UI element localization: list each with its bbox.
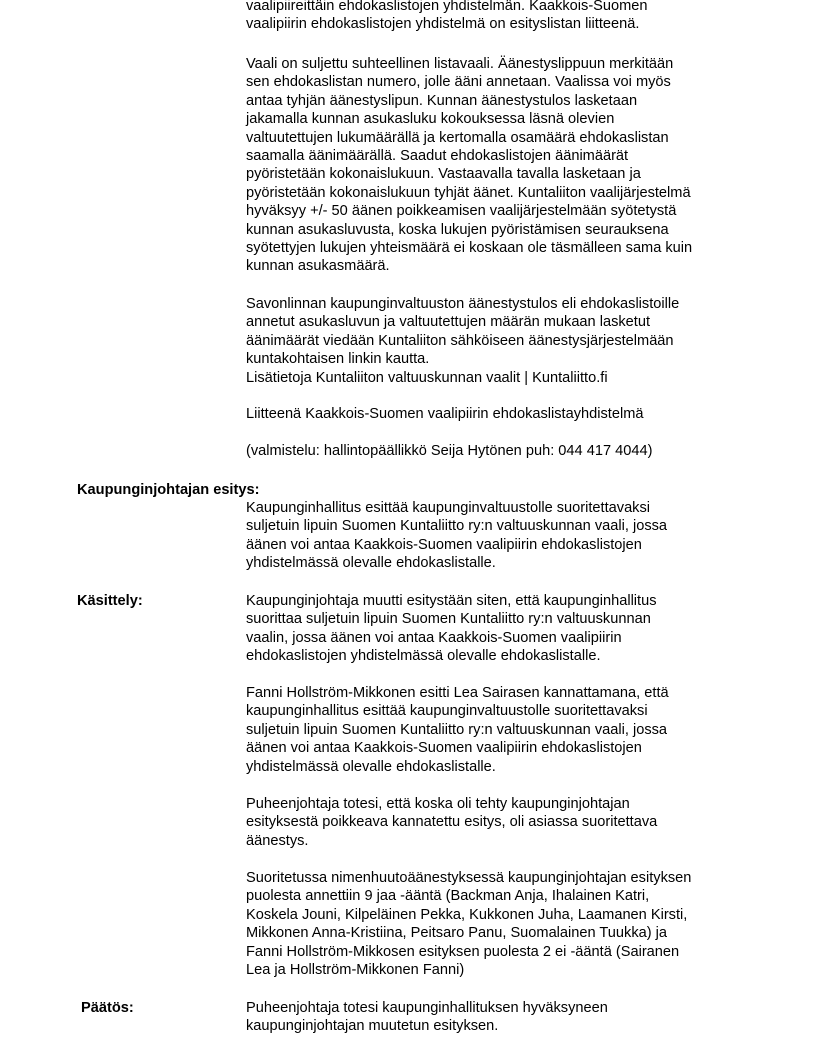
intro-paragraph-top: vaalipiireittäin ehdokaslistojen yhdistelmän. Kaakkois-Suomen vaalipiirin ehdokaslistojen yhdistelmä on esityslistan liitteenä. — [246, 0, 648, 33]
proposal-label: Kaupunginjohtajan esitys: — [77, 482, 260, 498]
decision-text: Puheenjohtaja totesi kaupunginhallituksen hyväksyneen kaupunginjohtajan muutetun esityksen. — [246, 1000, 608, 1035]
handling-paragraph-change: Kaupunginjohtaja muutti esitystään siten, että kaupunginhallitus suorittaa suljetuin lipuin Suomen Kuntaliitto ry:n valtuuskunnan vaalin, jossa äänen voi antaa Kaakkois-Suomen vaalipiirin ehdokaslistojen yhdistelmässä olevalle ehdokaslistalle. — [246, 593, 657, 665]
handling-paragraph-counter: Fanni Hollström-Mikkonen esitti Lea Sairasen kannattamana, että kaupunginhallitus esittää kaupunginvaltuustolle suoritettavaksi suljetuin lipuin Suomen Kuntaliitto ry:n valtuuskunnan vaali, jossa äänen voi antaa Kaakkois-Suomen vaalipiirin ehdokaslistojen yhdistelmässä olevalle ehdokaslistalle. — [246, 685, 669, 775]
handling-paragraph-chair: Puheenjohtaja totesi, että koska oli tehty kaupunginjohtajan esityksestä poikkeava kannatettu esitys, oli asiassa suoritettava äänestys. — [246, 796, 658, 849]
handling-paragraph-vote: Suoritetussa nimenhuutoäänestyksessä kaupunginjohtajan esityksen puolesta annettiin 9 jaa -ääntä (Backman Anja, Ihalainen Katri, Koskela Jouni, Kilpeläinen Pekka, Kukkonen Juha, Laamanen Kirsti, Mikkonen Anna-Kristiina, Peitsaro Panu, Suomalainen Tuukka) ja Fanni Hollström-Mikkosen esityksen puolesta 2 ei -ääntä (Sairanen Lea ja Hollström-Mikkonen Fanni) — [246, 870, 692, 979]
intro-paragraph-savonlinna: Savonlinnan kaupunginvaltuuston äänestystulos eli ehdokaslistoille annetut asukasluvun ja valtuutettujen määrän mukaan lasketut äänimäärät viedään Kuntaliiton sähköiseen äänestysjärjestelmään kuntakohtaisen linkin kautta. Lisätietoja Kuntaliiton valtuuskunnan vaalit | Kuntaliitto.fi — [246, 296, 680, 386]
handling-label: Käsittely: — [77, 593, 143, 609]
proposal-text: Kaupunginhallitus esittää kaupunginvaltuustolle suoritettavaksi suljetuin lipuin Suomen Kuntaliitto ry:n valtuuskunnan vaali, jossa äänen voi antaa Kaakkois-Suomen vaalipiirin ehdokaslistojen yhdistelmässä olevalle ehdokaslistalle. — [246, 500, 668, 572]
preparation-note: (valmistelu: hallintopäällikkö Seija Hytönen puh: 044 417 4044) — [246, 443, 653, 459]
attachment-note: Liitteenä Kaakkois-Suomen vaalipiirin ehdokaslistayhdistelmä — [246, 406, 644, 422]
decision-label: Päätös: — [81, 1000, 134, 1016]
intro-paragraph-voting: Vaali on suljettu suhteellinen listavaali. Äänestyslippuun merkitään sen ehdokaslistan numero, jolle ääni annetaan. Vaalissa voi myös antaa tyhjän äänestyslipun. Kunnan äänestystulos lasketaan jakamalla kunnan asukasluku kokouksessa läsnä olevien valtuutettujen lukumäärällä ja kertomalla osamäärä ehdokaslistan saamalla äänimäärällä. Saadut ehdokaslistojen äänimäärät pyöristetään kokonaislukuun. Vastaavalla tavalla lasketaan ja pyöristetään kokonaislukuun tyhjät äänet. Kuntaliiton vaalijärjestelmä hyväksyy +/- 50 äänen poikkeamisen vaalijärjestelmään syötetystä kunnan asukasluvusta, koska lukujen pyöristämisen seurauksena syötettyjen lukujen yhteismäärä ei koskaan ole täsmälleen sama kuin kunnan asukasmäärä. — [246, 56, 693, 275]
